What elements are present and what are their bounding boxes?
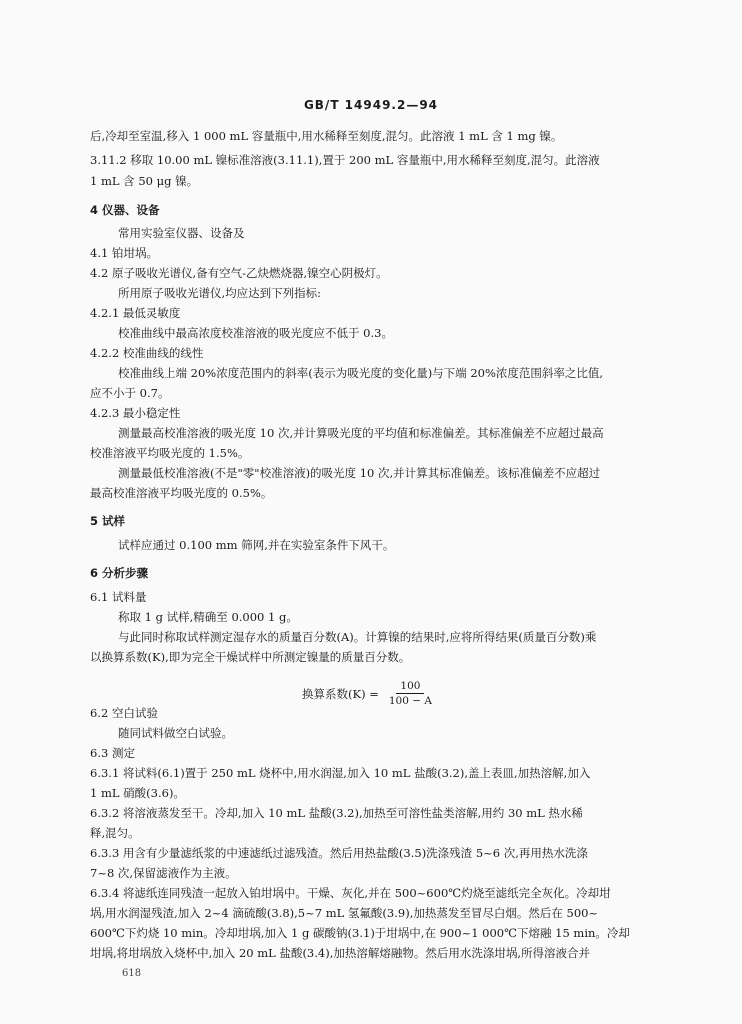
clause-4-2-2: 4.2.2 校准曲线的线性	[90, 346, 204, 360]
text-line: 最高校准溶液平均吸光度的 0.5%。	[90, 486, 273, 500]
formula-fraction	[385, 680, 436, 707]
clause-6-3-2: 6.3.2 将溶液蒸发至干。冷却,加入 10 mL 盐酸(3.2),加热至可溶性盐类溶解,用约 30 mL 热水稀	[90, 806, 583, 820]
formula-numerator: 100	[396, 680, 424, 694]
text-line: 与此同时称取试样测定湿存水的质量百分数(A)。计算镍的结果时,应将所得结果(质量百分数)乘	[118, 630, 597, 644]
standard-number-header: GB/T 14949.2—94	[303, 98, 439, 112]
text-line: 后,冷却至室温,移入 1 000 mL 容量瓶中,用水稀释至刻度,混匀。此溶液 1 mL 含 1 mg 镍。	[90, 129, 563, 143]
clause-6-3-1: 6.3.1 将试料(6.1)置于 250 mL 烧杯中,用水润湿,加入 10 mL 盐酸(3.2),盖上表皿,加热溶解,加入	[90, 766, 591, 780]
text-line: 所用原子吸收光谱仪,均应达到下列指标:	[118, 286, 322, 300]
text-line: 应不小于 0.7。	[90, 386, 170, 400]
text-line: 1 mL 硝酸(3.6)。	[90, 786, 185, 800]
text-line: 释,混匀。	[90, 826, 140, 840]
text-line: 测量最低校准溶液(不是"零"校准溶液)的吸光度 10 次,并计算其标准偏差。该标准偏差不应超过	[118, 466, 601, 480]
text-line: 3.11.2 移取 10.00 mL 镍标准溶液(3.11.1),置于 200 mL 容量瓶中,用水稀释至刻度,混匀。此溶液	[90, 153, 600, 167]
text-line: 坩埚,将坩埚放入烧杯中,加入 20 mL 盐酸(3.4),加热溶解熔融物。然后用水洗涤坩埚,所得溶液合并	[90, 946, 591, 960]
text-line: 常用实验室仪器、设备及	[118, 226, 245, 240]
text-line: 校准曲线中最高浓度校准溶液的吸光度应不低于 0.3。	[118, 326, 393, 340]
clause-6-3-3: 6.3.3 用含有少量滤纸浆的中速滤纸过滤残渣。然后用热盐酸(3.5)洗涤残渣 5~6 次,再用热水洗涤	[90, 846, 588, 860]
text-line: 随同试料做空白试验。	[118, 726, 233, 740]
text-line: 校准曲线上端 20%浓度范围内的斜率(表示为吸光度的变化量)与下端 20%浓度范围斜率之比值,	[118, 366, 604, 380]
text-line: 1 mL 含 50 μg 镍。	[90, 174, 199, 188]
text-line: 埚,用水润湿残渣,加入 2~4 滴硫酸(3.8),5~7 mL 氢氟酸(3.9),加热蒸发至冒尽白烟。然后在 500~	[90, 906, 599, 920]
clause-4-2-1: 4.2.1 最低灵敏度	[90, 306, 181, 320]
clause-4-1: 4.1 铂坩埚。	[90, 246, 158, 260]
text-line: 试样应通过 0.100 mm 筛网,并在实验室条件下风干。	[118, 538, 395, 552]
section-heading-4: 4 仪器、设备	[90, 203, 160, 217]
conversion-factor-formula	[302, 680, 436, 707]
clause-6-2: 6.2 空白试验	[90, 706, 158, 720]
text-line: 校准溶液平均吸光度的 1.5%。	[90, 446, 250, 460]
section-heading-6: 6 分析步骤	[90, 566, 149, 580]
clause-6-3-4: 6.3.4 将滤纸连同残渣一起放入铂坩埚中。干燥、灰化,并在 500~600℃灼烧至滤纸完全灰化。冷却坩	[90, 886, 611, 900]
text-line: 称取 1 g 试样,精确至 0.000 1 g。	[118, 610, 298, 624]
formula-denominator: 100 − A	[388, 695, 432, 707]
text-line: 7~8 次,保留滤液作为主液。	[90, 866, 237, 880]
text-line: 600℃下灼烧 10 min。冷却坩埚,加入 1 g 碳酸钠(3.1)于坩埚中,在 900~1 000℃下熔融 15 min。冷却	[90, 926, 630, 940]
text-line: 测量最高校准溶液的吸光度 10 次,并计算吸光度的平均值和标准偏差。其标准偏差不应超过最高	[118, 426, 604, 440]
text-line: 以换算系数(K),即为完全干燥试样中所测定镍量的质量百分数。	[90, 650, 411, 664]
clause-4-2-3: 4.2.3 最小稳定性	[90, 406, 181, 420]
clause-6-1: 6.1 试料量	[90, 590, 147, 604]
formula-lhs: 换算系数(K) =	[302, 686, 379, 701]
clause-4-2: 4.2 原子吸收光谱仪,备有空气-乙炔燃烧器,镍空心阴极灯。	[90, 266, 388, 280]
page-number: 618	[122, 968, 142, 979]
clause-6-3: 6.3 测定	[90, 746, 135, 760]
section-heading-5: 5 试样	[90, 514, 126, 528]
